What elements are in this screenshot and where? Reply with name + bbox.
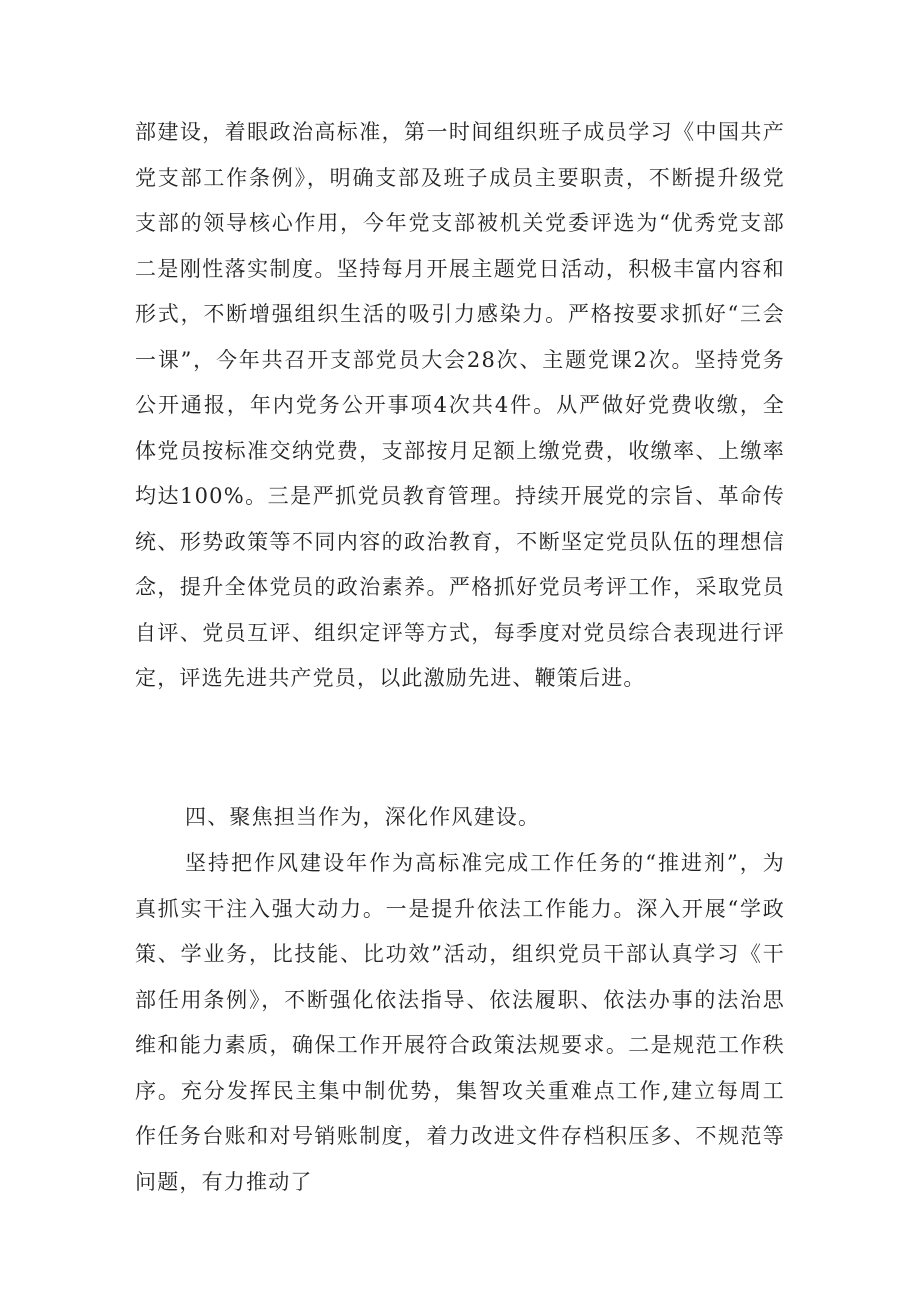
body-paragraph-2: 坚持把作风建设年作为高标准完成工作任务的“推进剂”，为真抓实干注入强大动力。一是提升依法工作能力。深入开展“学政策、学业务，比技能、比功效”活动，组织党员干部认真学习《干部任用条例》，不断强化依法指导、依法履职、依法办事的法治思维和能力素质，确保工作开展符合政策法规要求。二是规范工作秩序。充分发挥民主集中制优势，集智攻关重难点工作,建立每周工作任务台账和对号销账制度，着力改进文件存档积压多、不规范等问题，有力推动了 xyxy=(135,851,785,1194)
section-heading: 四、聚焦担当作为，深化作风建设。 xyxy=(185,805,541,829)
body-paragraph-1: 部建设，着眼政治高标准，第一时间组织班子成员学习《中国共产党支部工作条例》，明确支部及班子成员主要职责，不断提升级党支部的领导核心作用，今年党支部被机关党委评选为“优秀党支部二是刚性落实制度。坚持每月开展主题党日活动，积极丰富内容和形式，不断增强组织生活的吸引力感染力。严格按要求抓好“三会一课”，今年共召开支部党员大会28次、主题党课2次。坚持党务公开通报，年内党务公开事项4次共4件。从严做好党费收缴，全体党员按标准交纳党费，支部按月足额上缴党费，收缴率、上缴率均达100%。三是严抓党员教育管理。持续开展党的宗旨、革命传统、形势政策等不同内容的政治教育，不断坚定党员队伍的理想信念，提升全体党员的政治素养。严格抓好党员考评工作，采取党员自评、党员互评、组织定评等方式，每季度对党员综合表现进行评定，评选先进共产党员，以此激励先进、鞭策后进。 xyxy=(135,120,785,690)
